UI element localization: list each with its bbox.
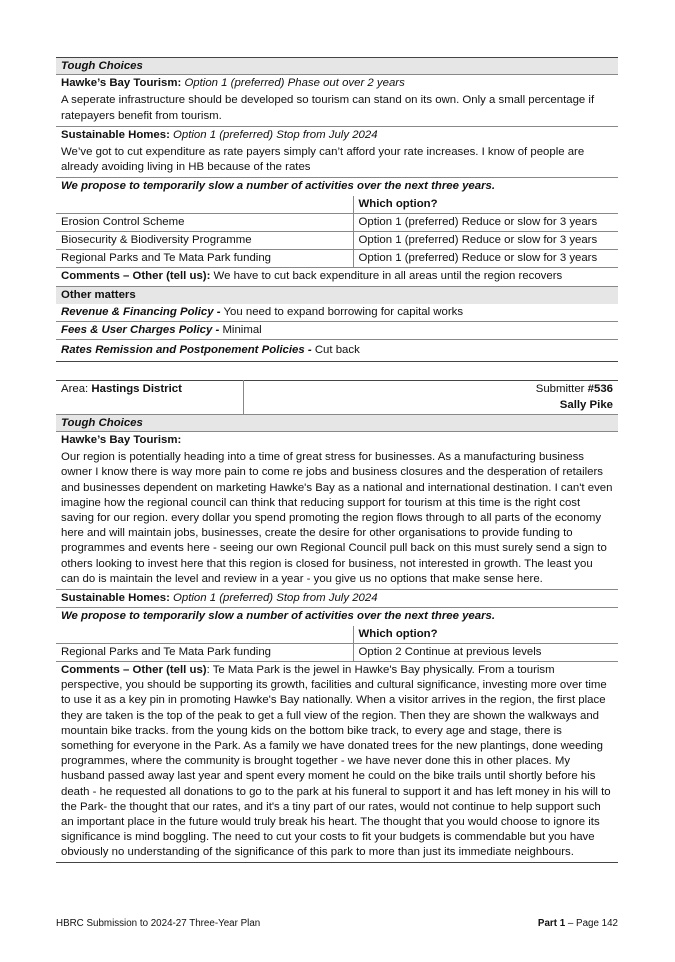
- tourism-option: Option 1 (preferred) Phase out over 2 years: [181, 77, 405, 90]
- activity-name: Biosecurity & Biodiversity Programme: [56, 232, 353, 250]
- area-label: Area:: [61, 383, 92, 396]
- homes-option: Option 1 (preferred) Stop from July 2024: [169, 592, 378, 605]
- rates-text: Cut back: [311, 344, 360, 357]
- footer-page-number: [538, 918, 618, 929]
- revenue-row: [56, 304, 618, 322]
- fees-label: Fees & User Charges Policy -: [61, 324, 220, 337]
- revenue-label: Revenue & Financing Policy -: [61, 305, 221, 318]
- table-row: [56, 250, 618, 268]
- tough-choices-heading: Tough Choices: [56, 58, 618, 75]
- rates-label: Rates Remission and Postponement Policies -: [61, 344, 312, 357]
- block-gap: [56, 362, 618, 380]
- tourism-comment: Our region is potentially heading into a time of great stress for businesses. As a manufacturing business owner I know there is way more pain to come re jobs and business closures and the desperation of retailers and businesses dependent on marketing Hawke's Bay as a national and international destination. I can't even imagine how the regional council can think that reducing support for tourism at this time is the right cost saving for our region. every dollar you spend promoting the region flows through to all parts of the economy here and will maintain jobs, businesses, create the desire for other organisations to provide funding to programmes and events here - seeing our own Regional Council pull back on this must surely send a sign to others looking to invest here that this region is closed for business, not interested in growth. The least you can do is maintain the level and review in a year - you give us no options that make sense here.: [61, 451, 613, 585]
- submitter-label: Submitter: [535, 383, 588, 396]
- footer-part: Part 1: [537, 918, 566, 929]
- homes-row: [56, 590, 618, 608]
- tourism-label: Hawke’s Bay Tourism:: [61, 434, 182, 447]
- comments-row: [56, 268, 618, 286]
- tough-choices-heading: Tough Choices: [56, 414, 618, 431]
- comments-label: Comments – Other (tell us): [61, 663, 207, 676]
- tourism-row: [56, 75, 618, 93]
- submission-block-2: [56, 380, 618, 862]
- tourism-label: Hawke’s Bay Tourism:: [61, 77, 182, 90]
- submitter-cell: [243, 381, 618, 414]
- tourism-comment: A seperate infrastructure should be developed so tourism can stand on its own. Only a small percentage if ratepayers benefit from tourism.: [61, 94, 595, 122]
- fees-text: Minimal: [219, 324, 262, 337]
- area-cell: [56, 381, 243, 414]
- which-option-header: Which option?: [353, 196, 618, 214]
- homes-label: Sustainable Homes:: [61, 128, 170, 141]
- table-row: [56, 643, 618, 661]
- revenue-text: You need to expand borrowing for capital works: [220, 305, 464, 318]
- submission-page: [56, 57, 618, 863]
- rates-row: [56, 340, 618, 362]
- other-matters-heading: Other matters: [56, 286, 618, 304]
- table-row: [56, 213, 618, 231]
- homes-label: Sustainable Homes:: [61, 592, 170, 605]
- slow-activities-heading: We propose to temporarily slow a number of activities over the next three years.: [56, 608, 618, 626]
- homes-row: [56, 126, 618, 144]
- footer-page: – Page 142: [565, 918, 618, 929]
- comments-text: : Te Mata Park is the jewel in Hawke's Bay physically. From a tourism perspective, you should be supporting its growth, facilities and cultural significance, investing more over time to use it as a key pin in promoting Hawke's Bay nationally. When a visitor arrives in the region, the first place they are taken is the top of the peak to get a full view of the region. Then they are shown the walkways and mountain bike tracks. from the young kids on the bottom bike track, to every age and stage, there is something for everyone in the Park. As a family we have donated trees for the new plantings, done weeding programmes, where the community is brought together - we have never done this in other places. My husband passed away last year and spent every moment he could on the bike trails until shortly before his death - he requested all donations to go to the park at his funeral to support it and has left money in his will to the Park- the thought that our rates, and it's a tiny part of our rates, would not continue to help support such an important place in the future would truly break his heart. The thought that you would choose to ignore its significance is mind boggling. The need to cut your costs to fit your budgets is commendable but you have obviously no understanding of the significance of this park to more than just its immediate neighbours.: [61, 663, 611, 859]
- footer-document-title: HBRC Submission to 2024-27 Three-Year Plan: [56, 918, 261, 929]
- fees-row: [56, 322, 618, 340]
- area-value: Hastings District: [91, 383, 182, 396]
- which-option-header: Which option?: [353, 626, 618, 644]
- activity-option: Option 2 Continue at previous levels: [353, 643, 618, 661]
- activity-option: Option 1 (preferred) Reduce or slow for 3 years: [353, 213, 618, 231]
- comments-row: [56, 661, 618, 862]
- comments-label: Comments – Other (tell us):: [61, 270, 211, 283]
- comments-text: We have to cut back expenditure in all areas until the region recovers: [210, 270, 563, 283]
- activity-name: Regional Parks and Te Mata Park funding: [56, 643, 353, 661]
- slow-activities-heading: We propose to temporarily slow a number of activities over the next three years.: [56, 178, 618, 196]
- homes-option: Option 1 (preferred) Stop from July 2024: [169, 128, 378, 141]
- activity-option: Option 1 (preferred) Reduce or slow for 3 years: [353, 232, 618, 250]
- table-row: [56, 232, 618, 250]
- page-footer: [56, 918, 618, 929]
- submission-block-1: [56, 57, 618, 362]
- activity-name: Erosion Control Scheme: [56, 213, 353, 231]
- submitter-number: #536: [587, 383, 613, 396]
- activity-name: Regional Parks and Te Mata Park funding: [56, 250, 353, 268]
- activity-option: Option 1 (preferred) Reduce or slow for 3 years: [353, 250, 618, 268]
- homes-comment: We’ve got to cut expenditure as rate payers simply can’t afford your rate increases. I know of people are already avoiding living in HB because of the rates: [61, 146, 585, 174]
- submitter-name: Sally Pike: [559, 398, 613, 411]
